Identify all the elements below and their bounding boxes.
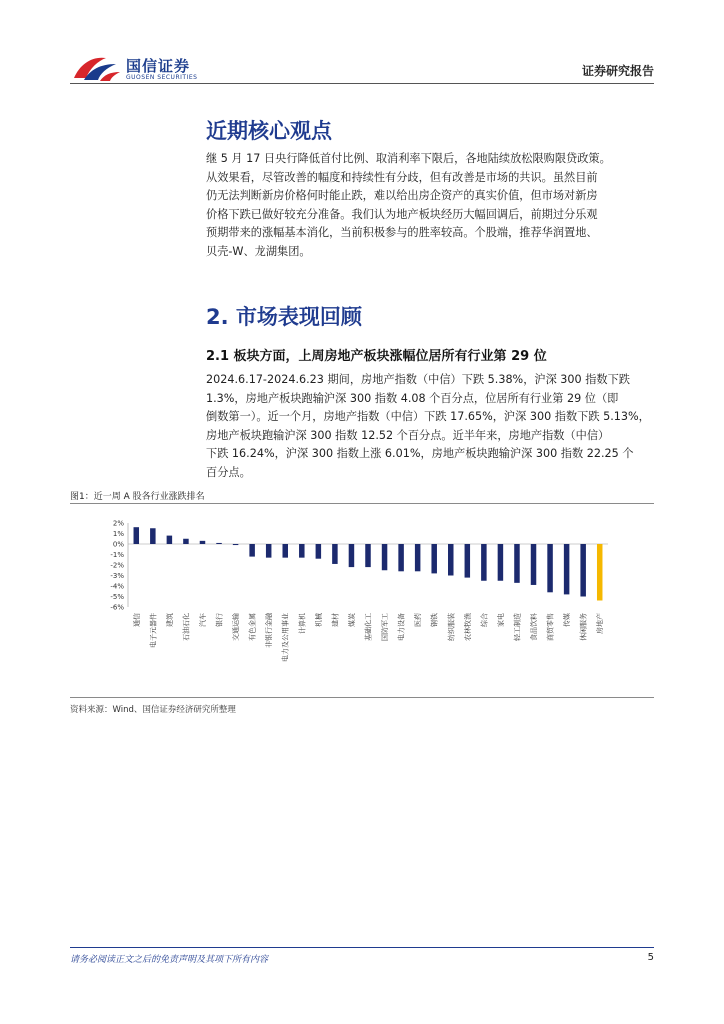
- y-tick-label: -3%: [110, 572, 124, 580]
- subsection-title-sector: 2.1 板块方面，上周房地产板块涨幅位居所有行业第 29 位: [206, 349, 547, 364]
- x-tick-label: 综合: [480, 613, 489, 627]
- y-tick-label: -4%: [110, 582, 124, 591]
- bar: [249, 544, 255, 557]
- market-review-paragraph: [206, 371, 658, 482]
- bar: [547, 544, 553, 592]
- market-line: 下跌 16.24%，沪深 300 指数上涨 6.01%，房地产板块跑输沪深 300 指数 22.25 个: [206, 447, 634, 460]
- bar: [316, 544, 322, 559]
- x-tick-label: 家电: [496, 613, 505, 627]
- x-tick-label: 机械: [314, 613, 323, 627]
- bar: [431, 544, 437, 573]
- bar: [415, 544, 421, 571]
- bar: [200, 541, 206, 544]
- core-views-paragraph: [206, 150, 658, 261]
- bar: [580, 544, 586, 597]
- section-title-market-review: 2. 市场表现回顾: [206, 305, 362, 329]
- y-tick-label: -5%: [110, 593, 124, 601]
- industry-ranking-bar-chart: [100, 515, 620, 695]
- core-line: 继 5 月 17 日央行降低首付比例、取消利率下限后，各地陆续放松限购限贷政策。: [206, 152, 611, 165]
- figure-title: 图1：近一周 A 股各行业涨跌排名: [70, 492, 205, 502]
- x-tick-label: 轻工制造: [513, 613, 522, 641]
- core-line: 仍无法判断新房价格何时能止跌，难以给出房企资产的真实价值，但市场对新房: [206, 189, 598, 202]
- x-tick-label: 食品饮料: [530, 613, 539, 641]
- market-line: 百分点。: [206, 465, 251, 479]
- x-tick-label: 非银行金融: [265, 613, 274, 648]
- bar: [481, 544, 487, 581]
- figure-top-rule: [70, 503, 654, 504]
- bar: [564, 544, 570, 594]
- x-tick-label: 计算机: [298, 613, 307, 634]
- y-tick-label: 2%: [112, 519, 124, 528]
- bar: [233, 544, 239, 545]
- x-tick-label: 电子元器件: [149, 613, 158, 648]
- x-tick-label: 交通运输: [232, 613, 241, 641]
- core-line: 预期带来的涨幅基本消化，当前积极参与的胜率较高。个股端，推荐华润置地、: [206, 226, 598, 239]
- footer-disclaimer: 请务必阅读正文之后的免责声明及其项下所有内容: [70, 955, 269, 965]
- bar: [167, 536, 173, 544]
- bar: [134, 527, 140, 544]
- bar: [597, 544, 603, 600]
- y-tick-label: -6%: [110, 603, 124, 612]
- x-tick-label: 传媒: [563, 613, 572, 627]
- market-line: 1.3%，房地产板块跑输沪深 300 指数 4.08 个百分点，位居所有行业第 29 位（即: [206, 391, 619, 405]
- core-line: 贝壳-W、龙湖集团。: [206, 244, 311, 258]
- market-line: 倒数第一）。近一个月，房地产指数（中信）下跌 17.65%，沪深 300 指数下跌 5.13%，: [206, 410, 650, 423]
- bar: [282, 544, 288, 558]
- report-type-label: 证券研究报告: [581, 64, 654, 78]
- bar: [216, 543, 222, 544]
- core-line: 从效果看，尽管改善的幅度和持续性有分歧，但有改善是市场的共识。虽然目前: [206, 170, 598, 184]
- x-tick-label: 建材: [331, 613, 340, 627]
- bar: [349, 544, 355, 567]
- x-tick-label: 建筑: [165, 613, 174, 627]
- logo-text-cn: 国信证券: [126, 57, 191, 75]
- bar: [465, 544, 471, 578]
- x-tick-label: 石油石化: [182, 613, 191, 641]
- y-tick-label: 1%: [112, 530, 124, 538]
- figure-bottom-rule: [70, 697, 654, 698]
- x-tick-label: 汽车: [198, 613, 207, 627]
- bar: [498, 544, 504, 581]
- section-title-core-views: 近期核心观点: [206, 119, 332, 143]
- x-tick-label: 休闲服务: [579, 613, 588, 641]
- core-line: 价格下跌已做好较充分准备。我们认为地产板块经历大幅回调后，前期过分乐观: [206, 207, 598, 221]
- guosen-logo: [70, 52, 220, 86]
- bar: [299, 544, 305, 558]
- x-tick-label: 商贸零售: [546, 613, 555, 641]
- bar: [531, 544, 537, 585]
- x-tick-label: 煤炭: [347, 613, 356, 627]
- x-tick-label: 钢铁: [430, 613, 439, 627]
- x-tick-label: 通信: [132, 613, 141, 627]
- bar: [398, 544, 404, 571]
- bar: [150, 528, 156, 544]
- bar: [183, 539, 189, 544]
- bar: [332, 544, 338, 564]
- footer-divider: [70, 947, 654, 948]
- x-tick-label: 银行: [215, 613, 224, 627]
- bar: [382, 544, 388, 570]
- y-tick-label: -2%: [110, 561, 124, 570]
- header-divider: [70, 83, 654, 84]
- market-line: 2024.6.17-2024.6.23 期间，房地产指数（中信）下跌 5.38%，沪深 300 指数下跌: [206, 373, 630, 386]
- bar: [448, 544, 454, 576]
- x-tick-label: 基础化工: [364, 613, 373, 641]
- x-tick-label: 农林牧渔: [463, 613, 472, 641]
- figure-source: 资料来源：Wind、国信证券经济研究所整理: [70, 705, 236, 715]
- x-tick-label: 纺织服装: [447, 613, 456, 641]
- x-tick-label: 国防军工: [381, 613, 390, 641]
- bar: [266, 544, 272, 558]
- bar: [365, 544, 371, 567]
- logo-text-en: GUOSEN SECURITIES: [126, 74, 198, 81]
- x-tick-label: 有色金属: [248, 613, 257, 641]
- x-tick-label: 电力及公用事业: [281, 613, 290, 662]
- x-tick-label: 房地产: [596, 613, 605, 634]
- y-tick-label: -1%: [110, 551, 124, 559]
- page-number: 5: [647, 952, 654, 963]
- x-tick-label: 医药: [414, 613, 423, 627]
- y-tick-label: 0%: [112, 540, 124, 549]
- x-tick-label: 电力设备: [397, 613, 406, 641]
- guosen-logo-mark-icon: [70, 52, 122, 84]
- market-line: 房地产板块跑输沪深 300 指数 12.52 个百分点。近半年来，房地产指数（中信）: [206, 428, 610, 442]
- bar: [514, 544, 520, 583]
